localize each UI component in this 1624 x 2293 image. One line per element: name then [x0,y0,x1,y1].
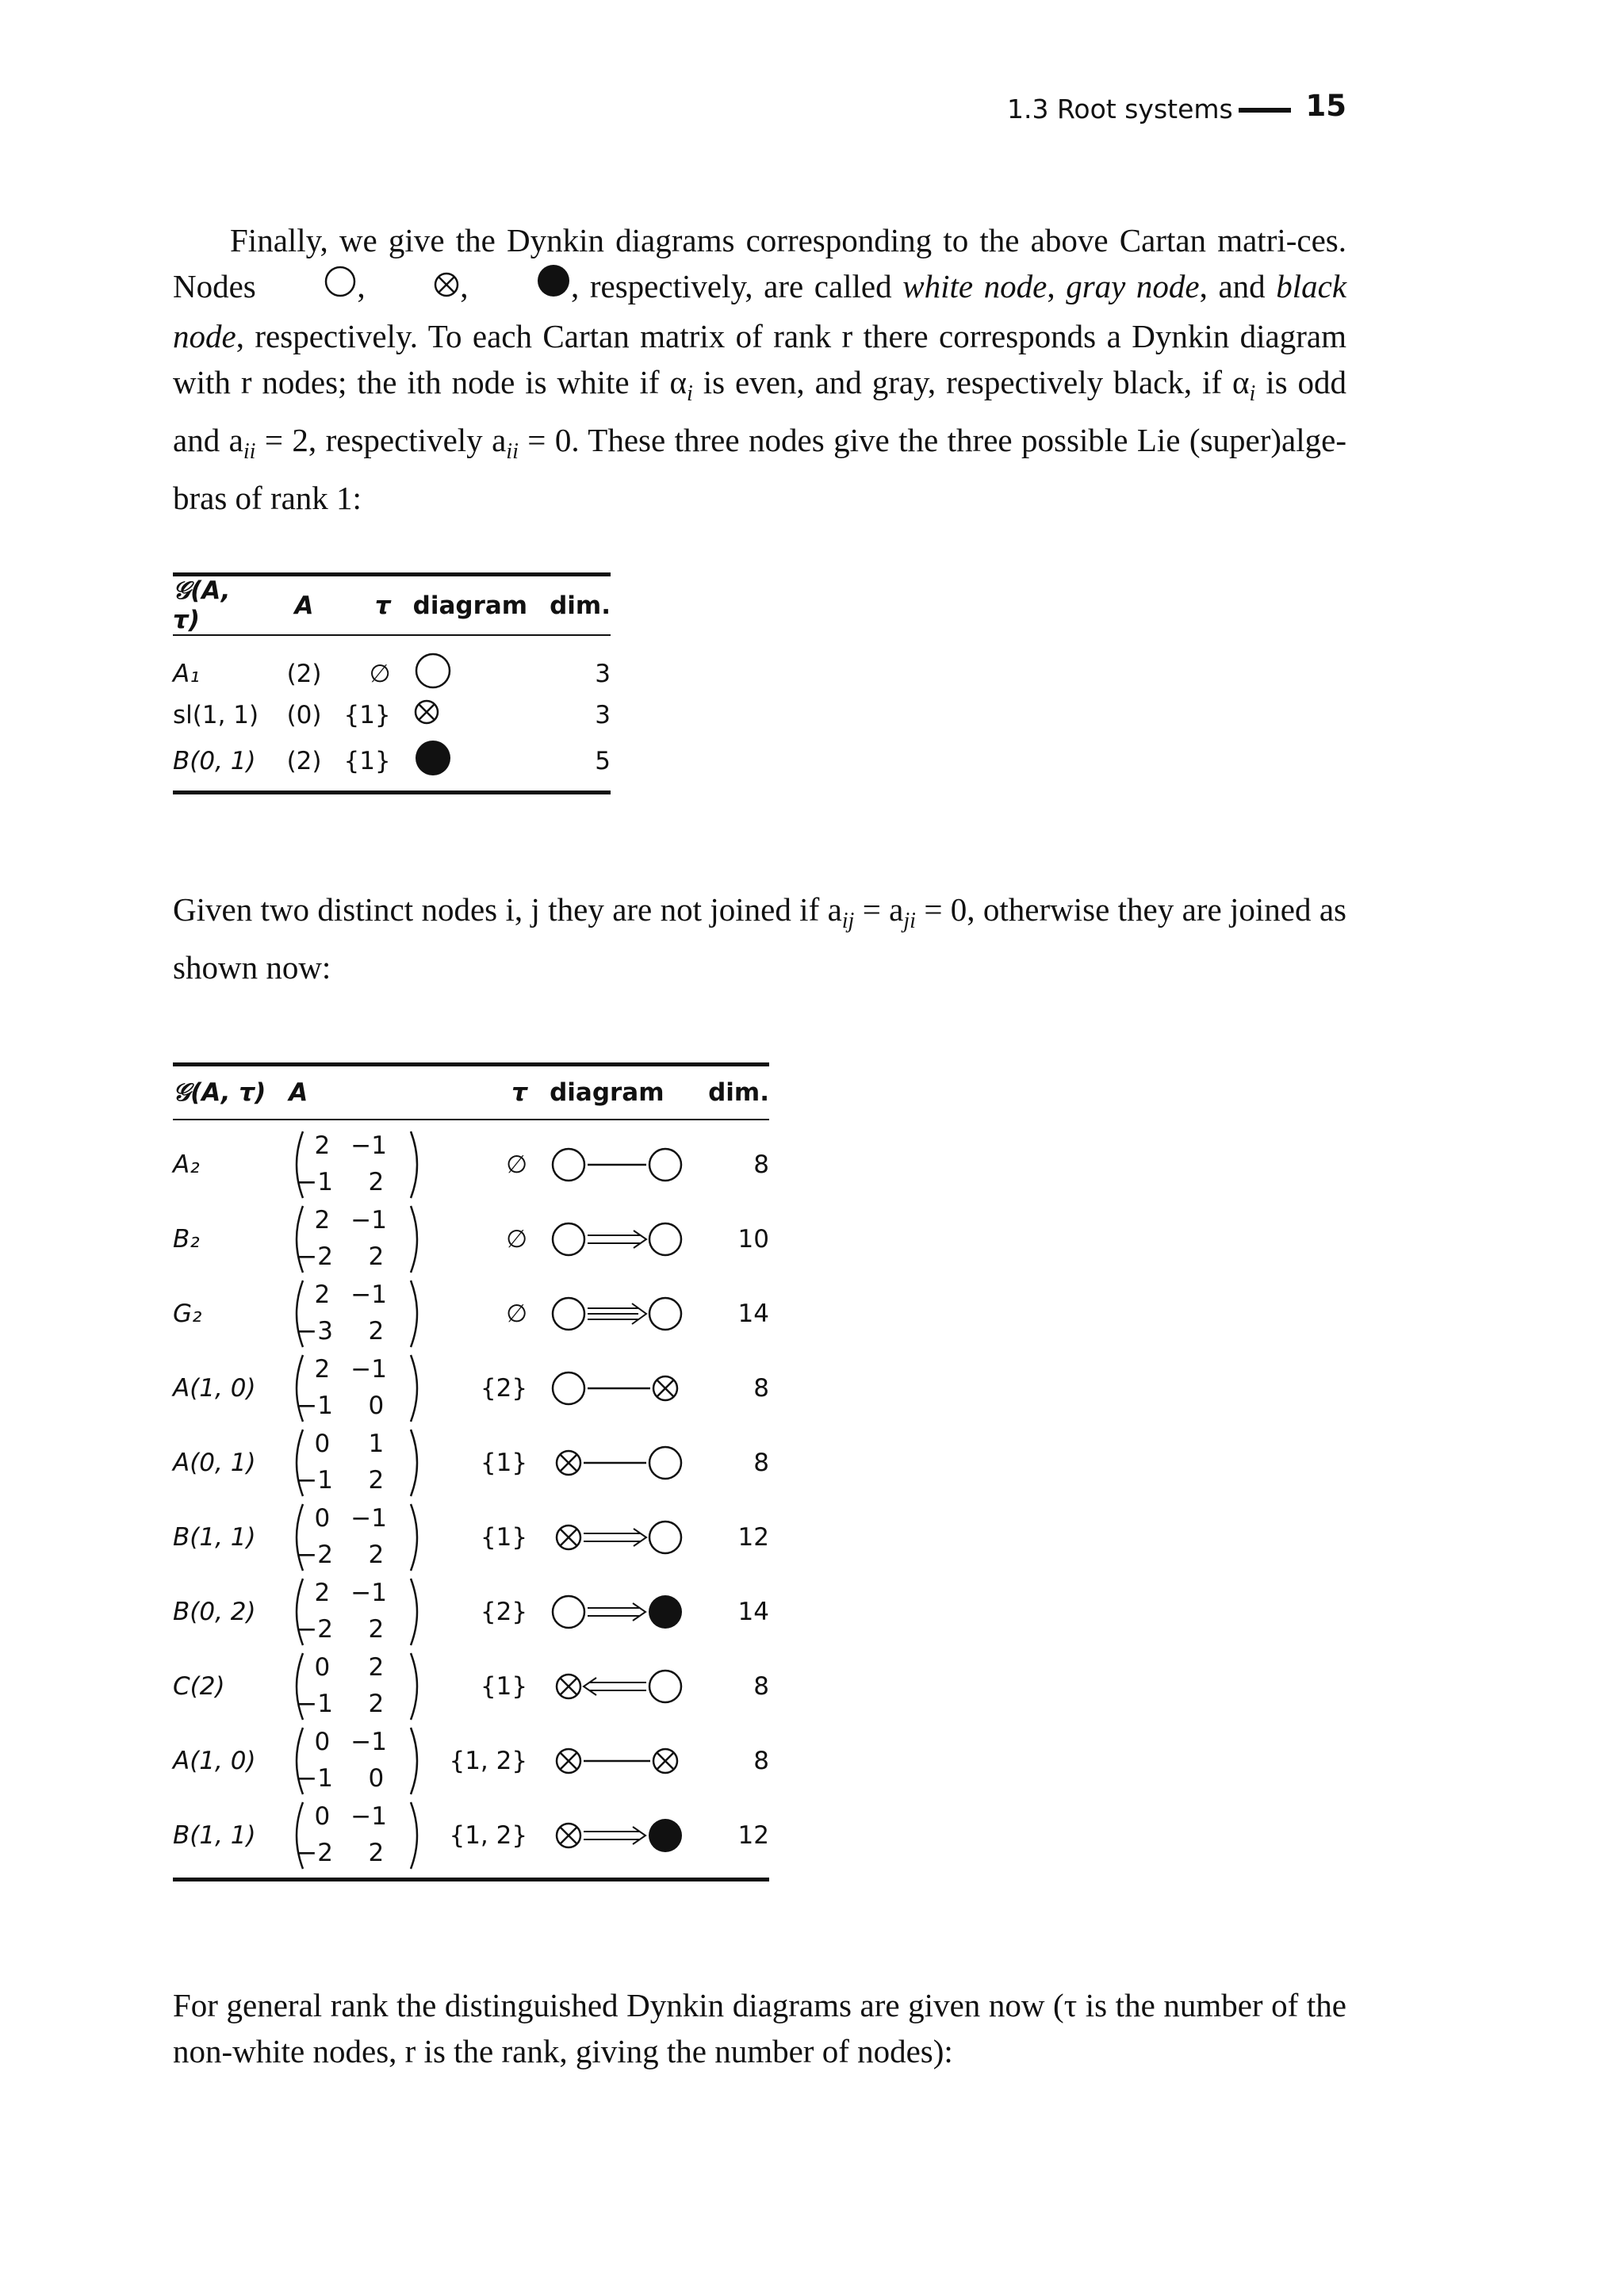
cartan-matrix [289,1800,425,1871]
col-header-matrix: A [294,591,314,620]
col-header-diagram: diagram [412,591,528,620]
diagram-cell [538,1649,696,1724]
para1-text-b: , respectively, are called [571,268,892,304]
dynkin-diagram-gray-single-bond-gray [550,1740,684,1782]
right-paren-icon [406,1725,425,1797]
matrix-entry: 2 [368,1615,385,1644]
dynkin-diagram-gray-double-bond-left-arrow-white [550,1666,684,1707]
right-paren-icon [406,1129,425,1200]
matrix-entry: −2 [297,1839,333,1867]
matrix-entry: −1 [350,1728,387,1756]
matrix-entry: 0 [314,1802,331,1831]
dim-value: 14 [737,1300,769,1328]
matrix-entry: −2 [297,1615,333,1644]
right-paren-icon [406,1204,425,1275]
matrix-entry: −1 [350,1280,387,1309]
dynkin-diagram-white-double-bond-right-arrow-black [550,1591,684,1633]
dynkin-diagram-gray-single-bond-white [550,1442,684,1483]
algebra-name: A(1, 0) [173,1374,256,1403]
algebra-name: sl(1, 1) [173,701,259,729]
para2-text-c: = 0, otherwise they are joined as shown now: [173,891,1346,986]
matrix-entry: 2 [368,1466,385,1495]
matrix-cell [278,1798,437,1873]
col-header-tau: τ [511,1078,528,1107]
tau-value: {1, 2} [449,1821,528,1850]
cartan-matrix [289,1651,425,1722]
cartan-matrix [289,1725,425,1797]
matrix-entry: 2 [314,1206,331,1235]
col-header-algebra: 𝒢(A, τ) [173,576,231,634]
matrix-cell [278,1127,437,1202]
matrix-entry: −1 [350,1131,387,1160]
algebra-name: G₂ [173,1300,202,1328]
white-node-icon [413,651,453,691]
tau-value: {1} [480,1672,528,1701]
tau-value: ∅ [506,1225,528,1254]
diagram-cell [538,1351,696,1426]
diagram-cell [538,1127,696,1202]
tau-value: {1} [480,1449,528,1477]
diagram-cell [538,1798,696,1873]
matrix-entry: 0 [314,1653,331,1682]
dim-value: 14 [737,1598,769,1626]
paragraph-general-rank: For general rank the distinguished Dynkin diagrams are given now (τ is the number of the non-white nodes, r is the rank, giving the number of nodes): [173,1987,1346,2069]
matrix-entry: 2 [314,1355,331,1384]
matrix-entry: −1 [297,1764,333,1793]
tau-value: {2} [480,1374,528,1403]
diagram-cell [538,1724,696,1798]
table-row [173,1798,769,1873]
para1-text-d: is even, and gray, respectively black, if α [703,364,1250,401]
algebra-name: A₂ [173,1150,200,1179]
matrix-entry: 2 [368,1317,385,1346]
dynkin-diagram-white-single-bond-gray [550,1368,684,1409]
header-rule [1239,108,1291,113]
matrix-value: (2) [286,660,322,688]
dynkin-diagram-white-single-bond-white [550,1144,684,1185]
algebra-name: A₁ [173,660,200,688]
matrix-entry: 0 [314,1504,331,1533]
matrix-cell [278,1202,437,1277]
diagram-cell [538,1575,696,1649]
matrix-entry: 2 [314,1280,331,1309]
paragraph-joining: Given two distinct nodes i, j they are not joined if $a_{ij} = a_{ji} = 0$, otherwise they are joined as shown now: [173,891,1346,986]
matrix-cell [278,1724,437,1798]
matrix-entry: 0 [368,1764,385,1793]
right-paren-icon [406,1800,425,1871]
col-header-algebra: 𝒢(A, τ) [173,1078,266,1107]
tau-value: ∅ [369,660,391,688]
diagram-cell [538,1426,696,1500]
para2-text-b: = a [862,891,904,928]
col-header-matrix: A [289,1078,308,1107]
diagram-cell [538,1202,696,1277]
matrix-entry: −2 [297,1242,333,1271]
black-node-icon [479,263,571,310]
matrix-entry: 1 [368,1430,385,1458]
rank1-table [173,572,611,794]
cartan-matrix [289,1427,425,1499]
matrix-entry: −1 [297,1466,333,1495]
dim-value: 8 [753,1449,769,1477]
algebra-name: A(0, 1) [173,1449,256,1477]
para1-text-e: is odd and a [173,364,1346,459]
algebra-name: A(1, 0) [173,1747,256,1775]
dynkin-diagram-white-double-bond-right-arrow-white [550,1219,684,1260]
table-row [173,651,611,697]
cartan-matrix [289,1576,425,1648]
diagram-cell [402,651,538,697]
table-row [173,1649,769,1724]
cartan-matrix [289,1502,425,1573]
paragraph-intro: Finally, we give the Dynkin diagrams corresponding to the above Cartan matri-ces. Nodes , , , respectively, are called white node, gray node, and black node, respectively. To each Cartan matrix of rank r there corresponds a Dynkin diagram with r nodes; the ith node is white if $\alpha_i$ is even, and gray, respectively black, if $\alpha_i$ is odd and $a_{ii} = 2$, respectively $a_{ii} = 0$. These three nodes give the three possible Lie (super)alge-bras of rank 1: [173,222,1347,517]
para1-text-f: = 2, respectively a [264,422,507,459]
running-head [1007,89,1353,128]
dim-value: 12 [737,1523,769,1552]
algebra-name: B(0, 2) [173,1598,256,1626]
right-paren-icon [406,1651,425,1722]
algebra-name: B₂ [173,1225,200,1254]
matrix-entry: −1 [350,1504,387,1533]
matrix-cell [278,1575,437,1649]
tau-value: {1} [343,747,391,775]
diagram-cell [538,1277,696,1351]
table-row [173,697,611,733]
table-row [173,1277,769,1351]
right-paren-icon [406,1278,425,1349]
dynkin-diagram-gray-double-bond-right-arrow-white [550,1517,684,1558]
rank2-table [173,1062,769,1881]
col-header-dim: dim. [708,1078,769,1107]
matrix-entry: 0 [314,1728,331,1756]
dim-value: 10 [737,1225,769,1254]
matrix-entry: 0 [368,1391,385,1420]
cartan-matrix [289,1204,425,1275]
para1-text-c: , respectively. To each Cartan matrix of rank r there corresponds a Dynkin diagram with r nodes; the ith node is white if α [173,318,1346,401]
matrix-cell [278,1426,437,1500]
matrix-entry: 2 [368,1690,385,1718]
term-black-node: black node [173,268,1347,355]
para2-text-a: Given two distinct nodes i, j they are not joined if a [173,891,842,928]
matrix-entry: −1 [297,1168,333,1196]
matrix-cell [278,1351,437,1426]
page-number: 15 [1305,89,1346,123]
matrix-entry: −1 [350,1579,387,1607]
dim-value: 5 [595,747,611,775]
right-paren-icon [406,1576,425,1648]
right-paren-icon [406,1427,425,1499]
diagram-cell [402,697,538,733]
col-header-diagram: diagram [550,1078,665,1107]
algebra-name: B(1, 1) [173,1523,256,1552]
tau-value: {1} [480,1523,528,1552]
term-white-node: white node [902,268,1048,304]
diagram-cell [402,733,538,789]
para1-text-a: Finally, we give the Dynkin diagrams corresponding to the above Cartan matri-ces. Nodes [173,222,1346,304]
tau-value: {1} [343,701,391,729]
table-row [173,1202,769,1277]
table-row [173,733,611,789]
matrix-entry: 2 [368,1541,385,1569]
dynkin-diagram-gray-double-bond-right-arrow-black [550,1815,684,1856]
matrix-cell [278,1649,437,1724]
algebra-name: C(2) [173,1672,225,1701]
para1-text-g: = 0. These three nodes give the three possible Lie (super)alge-bras of rank 1: [173,422,1346,517]
table-row [173,1724,769,1798]
tau-value: {1, 2} [449,1747,528,1775]
dim-value: 8 [753,1374,769,1403]
algebra-name: B(1, 1) [173,1821,256,1850]
col-header-dim: dim. [550,591,611,620]
matrix-entry: −1 [297,1690,333,1718]
diagram-cell [538,1500,696,1575]
matrix-entry: −1 [350,1206,387,1235]
matrix-cell [278,1277,437,1351]
matrix-entry: 0 [314,1430,331,1458]
right-paren-icon [406,1502,425,1573]
matrix-value: (2) [286,747,322,775]
matrix-entry: −1 [297,1391,333,1420]
dim-value: 3 [595,701,611,729]
rank2-table-body [173,1120,769,1879]
right-paren-icon [406,1353,425,1424]
matrix-entry: −1 [350,1802,387,1831]
table-row [173,1575,769,1649]
tau-value: ∅ [506,1300,528,1328]
matrix-entry: 2 [314,1131,331,1160]
dim-value: 8 [753,1150,769,1179]
matrix-cell [278,1500,437,1575]
table-row [173,1127,769,1202]
dim-value: 12 [737,1821,769,1850]
gray-node-icon [413,699,440,725]
gray-node-icon [376,264,460,310]
tau-value: {2} [480,1598,528,1626]
table-row [173,1500,769,1575]
black-node-icon [413,738,453,778]
section-title: 1.3 Root systems [1007,94,1233,124]
matrix-entry: 2 [368,1242,385,1271]
matrix-entry: 2 [368,1653,385,1682]
dynkin-diagram-white-triple-bond-right-arrow-white [550,1293,684,1334]
matrix-entry: 2 [368,1168,385,1196]
table-row [173,1426,769,1500]
matrix-entry: −2 [297,1541,333,1569]
matrix-entry: −3 [297,1317,333,1346]
algebra-name: B(0, 1) [173,747,256,775]
dim-value: 3 [595,660,611,688]
cartan-matrix [289,1278,425,1349]
term-gray-node: gray node [1066,268,1200,304]
matrix-value: (0) [286,701,322,729]
dim-value: 8 [753,1747,769,1775]
table-row [173,1351,769,1426]
matrix-entry: −1 [350,1355,387,1384]
cartan-matrix [289,1353,425,1424]
cartan-matrix [289,1129,425,1200]
dim-value: 8 [753,1672,769,1701]
matrix-entry: 2 [368,1839,385,1867]
col-header-tau: τ [374,591,391,620]
para1-text-and: , and [1199,268,1266,304]
tau-value: ∅ [506,1150,528,1179]
white-node-icon [266,264,357,310]
matrix-entry: 2 [314,1579,331,1607]
